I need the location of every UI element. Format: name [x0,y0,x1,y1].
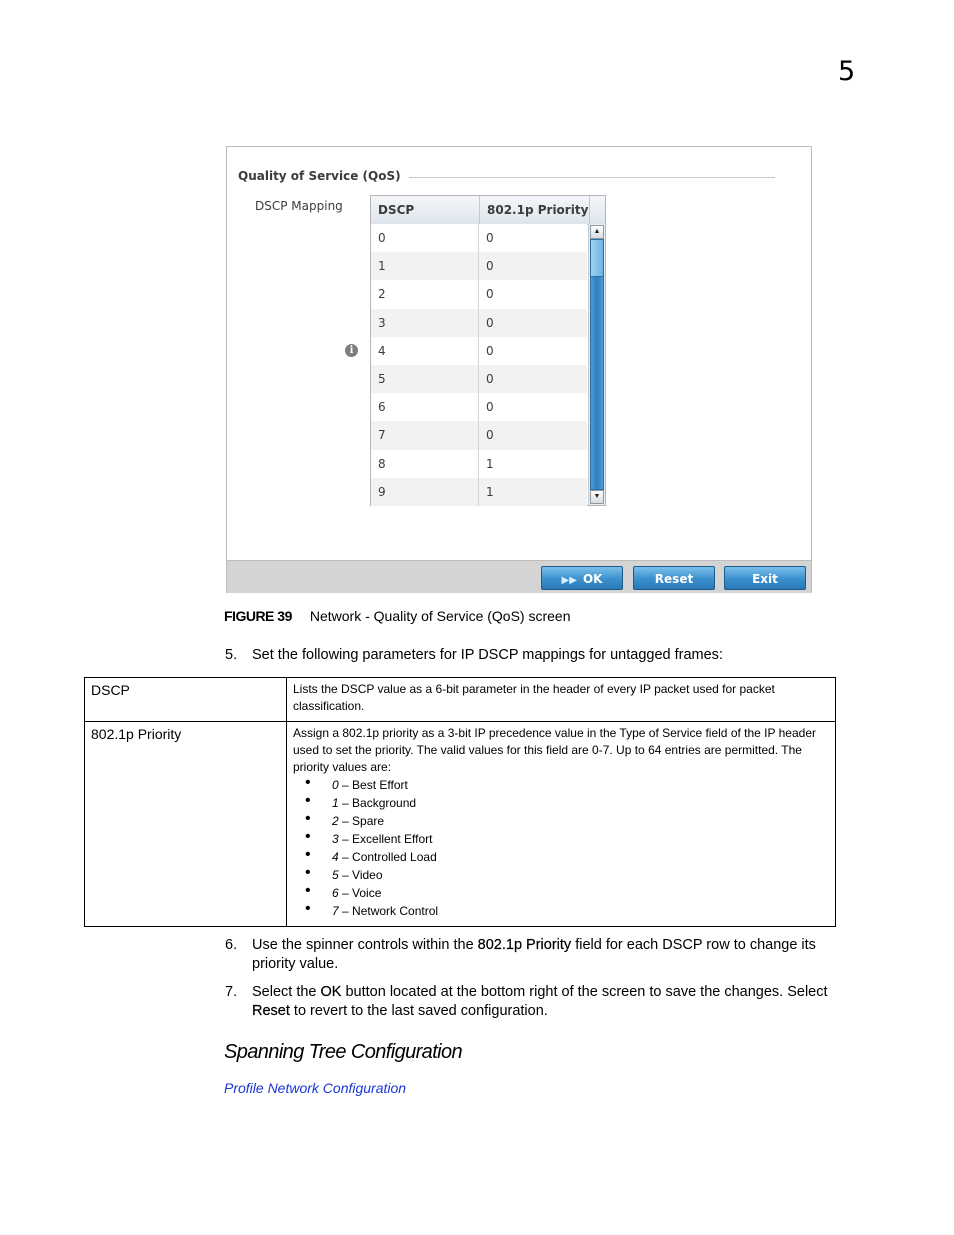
dscp-cell: 0 [371,224,479,252]
list-item [305,884,829,902]
step-text [252,983,845,1021]
priority-cell[interactable]: 0 [486,371,494,386]
priority-cell[interactable]: 0 [486,400,494,415]
grid-scrollbar[interactable] [588,224,605,505]
table-row[interactable] [371,393,587,421]
dscp-cell: 4 [371,337,479,365]
step-number: 6. [225,937,238,953]
list-item [305,776,829,794]
keyword-ok: OK [320,984,342,1000]
priority-label: – Excellent Effort [338,832,433,846]
dscp-cell: 3 [371,309,479,337]
figure-number: FIGURE 39 [224,608,292,624]
priority-label: – Background [338,796,417,810]
table-row[interactable] [371,309,587,337]
table-row[interactable] [371,450,587,478]
list-item [305,794,829,812]
dscp-cell: 9 [371,478,479,506]
fast-forward-icon: ▶▶ [561,575,577,586]
param-desc-priority [287,722,836,927]
priority-label: – Best Effort [338,778,408,792]
step-text-part: button located at the bottom right of the screen to save the changes. Select [341,984,828,1000]
priority-code: 0 [332,778,339,792]
dscp-mapping-label: DSCP Mapping [255,199,343,213]
button-bar [227,560,811,593]
qos-section-title: Quality of Service (QoS) [238,169,409,183]
param-name-priority: 802.1p Priority [85,722,287,927]
table-row [85,722,836,927]
dscp-cell: 6 [371,393,479,421]
priority-label: – Voice [338,886,382,900]
step-text-part: to revert to the last saved configuration. [289,1003,548,1019]
step-text: Set the following parameters for IP DSCP mappings for untagged frames: [252,647,723,663]
parameter-table [84,677,836,927]
reset-button[interactable]: Reset [633,566,715,590]
step-number: 5. [225,647,238,663]
priority-cell[interactable]: 0 [486,259,494,274]
priority-label: – Network Control [338,904,439,918]
dscp-mapping-grid [370,195,606,506]
priority-cell[interactable]: 1 [486,456,494,471]
column-header-dscp[interactable]: DSCP [371,196,480,224]
table-row[interactable] [371,478,587,506]
list-item [305,812,829,830]
dscp-cell: 7 [371,421,479,449]
grid-body [371,224,587,506]
column-header-priority[interactable]: 802.1p Priority [480,196,590,224]
priority-cell[interactable]: 0 [486,343,494,358]
priority-cell[interactable]: 1 [486,484,494,499]
qos-screenshot [226,146,812,593]
info-icon[interactable]: i [345,344,358,357]
list-item [305,866,829,884]
priority-code: 1 [332,796,339,810]
priority-code: 3 [332,832,339,846]
table-row[interactable] [371,421,587,449]
list-item [305,830,829,848]
profile-network-configuration-link[interactable]: Profile Network Configuration [224,1080,407,1096]
table-row[interactable] [371,365,587,393]
priority-cell[interactable]: 0 [486,287,494,302]
step-text-part: field for each DSCP row to change its priority value. [252,937,816,972]
ok-button[interactable] [541,566,623,590]
grid-header [371,196,605,225]
step-text-part: Use the spinner controls within the [252,937,478,953]
exit-button[interactable]: Exit [724,566,806,590]
priority-cell[interactable]: 0 [486,315,494,330]
scroll-up-arrow-icon[interactable]: ▲ [590,225,604,239]
dscp-cell: 5 [371,365,479,393]
param-desc-dscp: Lists the DSCP value as a 6-bit parameter in the header of every IP packet used for packet classification. [287,678,836,722]
dscp-cell: 8 [371,450,479,478]
priority-description: Assign a 802.1p priority as a 3-bit IP precedence value in the Type of Service field of the IP header used to set the priority. The valid values for this field are 0-7. Up to 64 entries are permitted. The priority values are: [293,726,816,774]
priority-code: 7 [332,904,339,918]
ok-button-label: OK [582,572,603,586]
keyword-802-1p-priority: 802.1p Priority [477,937,572,953]
list-item [305,902,829,920]
priority-label: – Spare [338,814,385,828]
list-item [305,848,829,866]
keyword-reset: Reset [252,1003,290,1019]
section-heading: Spanning Tree Configuration [224,1041,463,1063]
scroll-down-arrow-icon[interactable]: ▼ [590,490,604,504]
priority-code: 6 [332,886,339,900]
step-text-part: Select the [252,984,321,1000]
dscp-cell: 1 [371,252,479,280]
priority-cell[interactable]: 0 [486,428,494,443]
chapter-number: 5 [838,56,856,87]
priority-label: – Video [338,868,383,882]
table-row[interactable] [371,337,587,365]
step-number: 7. [225,984,238,1000]
table-row[interactable] [371,224,587,252]
scrollbar-thumb[interactable] [590,239,604,277]
priority-values-list [293,776,829,920]
figure-caption [224,608,571,624]
priority-cell[interactable]: 0 [486,231,494,245]
table-row[interactable] [371,280,587,308]
table-row[interactable] [371,252,587,280]
param-name-dscp: DSCP [85,678,287,722]
section-divider [397,177,775,178]
dscp-cell: 2 [371,280,479,308]
step-text [252,936,845,974]
figure-title: Network - Quality of Service (QoS) screen [309,608,571,624]
priority-code: 5 [332,868,339,882]
priority-code: 2 [332,814,339,828]
table-row [85,678,836,722]
priority-code: 4 [332,850,339,864]
priority-label: – Controlled Load [338,850,437,864]
